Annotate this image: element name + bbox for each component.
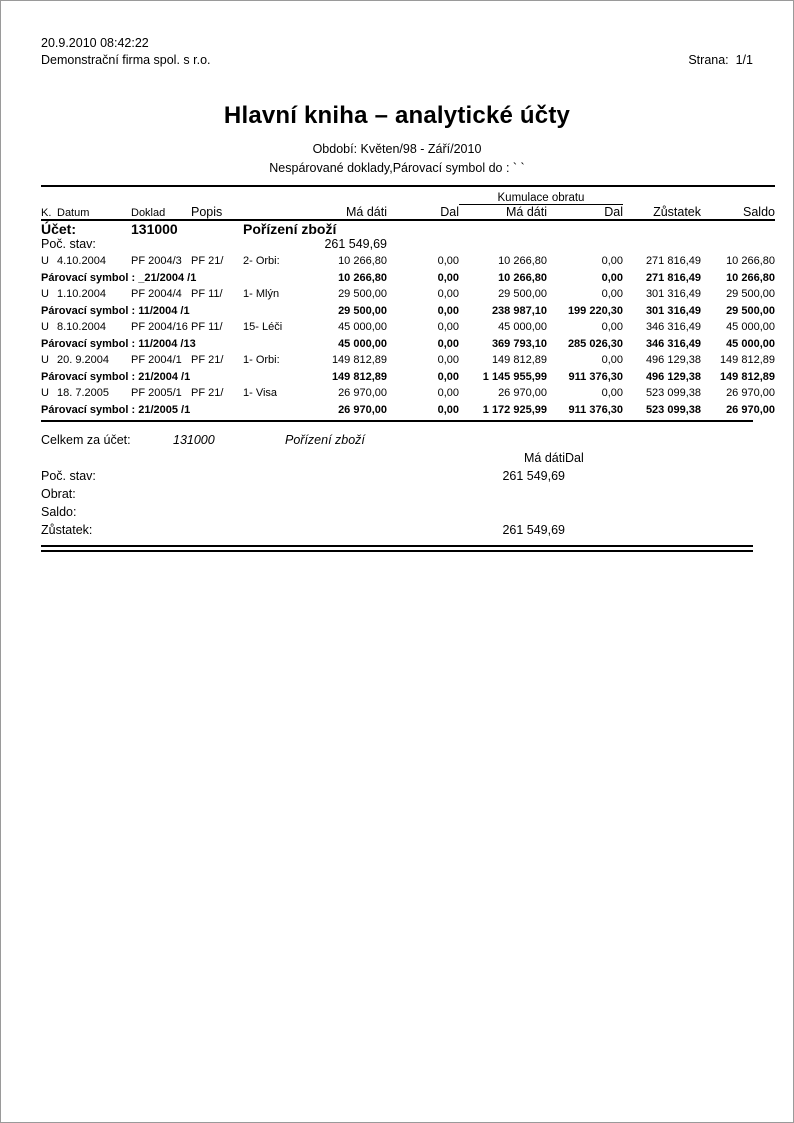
opening-balance-value: 261 549,69	[324, 237, 387, 251]
cell-date: 4.10.2004	[57, 255, 106, 267]
group-header-kumulace: Kumulace obratu	[459, 189, 623, 205]
cell-dal: 0,00	[437, 387, 459, 399]
cell-saldo: 149 812,89	[719, 354, 775, 366]
cell-ma-dati: 45 000,00	[338, 321, 387, 333]
cell-dal: 0,00	[437, 321, 459, 333]
account-number: 131000	[131, 221, 178, 237]
col-header-ma-dati: Má dáti	[305, 205, 387, 221]
summary-row-label: Obrat:	[41, 487, 76, 501]
cell-kum-dal: 0,00	[601, 354, 623, 366]
cell-desc-2: 1- Mlýn	[243, 288, 280, 300]
summary-row	[41, 483, 753, 501]
cell-zustatek: 496 129,38	[645, 354, 701, 366]
table-row	[41, 350, 775, 366]
col-header-saldo: Saldo	[701, 205, 775, 221]
cell-dal: 0,00	[437, 354, 459, 366]
summary-row	[41, 519, 753, 537]
account-label: Účet:	[41, 221, 77, 237]
col-header-k: K.	[41, 205, 57, 221]
column-header-row	[41, 205, 775, 221]
cell-dal: 0,00	[437, 305, 459, 317]
summary-block	[41, 420, 753, 552]
cell-date: 8.10.2004	[57, 321, 106, 333]
cell-dal: 0,00	[437, 288, 459, 300]
cell-kum-dal: 0,00	[601, 288, 623, 300]
ledger-table	[41, 185, 775, 416]
cell-date: 18. 7.2005	[57, 387, 109, 399]
pairing-symbol-label: Párovací symbol : _21/2004 /1	[41, 272, 197, 284]
cell-kum-dal: 285 026,30	[567, 338, 623, 350]
col-header-desc: Popis	[191, 205, 305, 221]
pairing-symbol-row	[41, 399, 775, 416]
cell-date: 1.10.2004	[57, 288, 106, 300]
cell-dal: 0,00	[437, 338, 459, 350]
cell-ma-dati: 149 812,89	[331, 371, 387, 383]
cell-ma-dati: 10 266,80	[338, 255, 387, 267]
summary-account-name: Pořízení zboží	[285, 433, 365, 447]
page-label: Strana:	[688, 53, 729, 67]
cell-k: U	[41, 321, 49, 333]
cell-desc-1: PF 21/	[191, 387, 224, 399]
col-header-doc: Doklad	[131, 205, 191, 221]
cell-dal: 0,00	[437, 371, 459, 383]
pairing-symbol-row	[41, 300, 775, 317]
cell-k: U	[41, 387, 49, 399]
cell-desc-2: 2- Orbi:	[243, 255, 280, 267]
report-period: Období: Květen/98 - Září/2010	[312, 142, 482, 156]
print-datetime: 20.9.2010 08:42:22	[41, 36, 149, 50]
cell-ma-dati: 29 500,00	[338, 288, 387, 300]
summary-row-label: Saldo:	[41, 505, 77, 519]
company-name: Demonstrační firma spol. s r.o.	[41, 53, 211, 67]
cell-kum-ma-dati: 149 812,89	[491, 354, 547, 366]
document-header	[41, 35, 753, 86]
table-row	[41, 284, 775, 300]
pairing-symbol-row	[41, 267, 775, 284]
summary-col-ma-dati: Má dáti	[524, 451, 565, 465]
cell-desc-2: 1- Orbi:	[243, 354, 280, 366]
cell-kum-ma-dati: 1 172 925,99	[482, 404, 547, 416]
summary-row	[41, 465, 753, 483]
cell-doc: PF 2004/16	[131, 321, 188, 333]
cell-dal: 0,00	[437, 255, 459, 267]
summary-col-dal: Dal	[565, 451, 584, 465]
pairing-symbol-row	[41, 366, 775, 383]
summary-top-rule	[41, 420, 753, 422]
cell-saldo: 29 500,00	[726, 288, 775, 300]
cell-zustatek: 271 816,49	[645, 272, 701, 284]
cell-desc-1: PF 11/	[191, 288, 223, 300]
summary-table	[41, 429, 753, 537]
summary-row	[41, 501, 753, 519]
cell-desc-2: 1- Visa	[243, 387, 278, 399]
summary-row-ma-dati	[435, 483, 565, 501]
opening-balance-row	[41, 237, 775, 251]
summary-row-dal	[565, 519, 695, 537]
cell-saldo: 45 000,00	[726, 321, 775, 333]
cell-date: 20. 9.2004	[57, 354, 109, 366]
cell-zustatek: 523 099,38	[645, 404, 701, 416]
cell-k: U	[41, 255, 49, 267]
cell-saldo: 26 970,00	[726, 387, 775, 399]
cell-zustatek: 271 816,49	[645, 255, 701, 267]
summary-total-label: Celkem za účet:	[41, 433, 131, 447]
account-row	[41, 220, 775, 237]
cell-kum-dal: 911 376,30	[568, 404, 623, 416]
cell-kum-dal: 0,00	[601, 255, 623, 267]
group-header-row	[41, 189, 775, 205]
cell-saldo: 149 812,89	[719, 371, 775, 383]
pairing-symbol-label: Párovací symbol : 21/2004 /1	[41, 371, 191, 383]
cell-ma-dati: 29 500,00	[338, 305, 387, 317]
cell-kum-ma-dati: 10 266,80	[498, 272, 547, 284]
summary-title-row	[41, 429, 753, 447]
pairing-symbol-label: Párovací symbol : 21/2005 /1	[41, 404, 191, 416]
cell-ma-dati: 26 970,00	[338, 404, 387, 416]
cell-kum-ma-dati: 1 145 955,99	[482, 371, 547, 383]
page-indicator	[661, 35, 753, 86]
summary-row-dal	[565, 465, 695, 483]
summary-bottom-rule-2	[41, 550, 753, 552]
cell-saldo: 26 970,00	[726, 404, 775, 416]
col-header-kum-dal: Dal	[547, 205, 623, 221]
report-filter: Nespárované doklady,Párovací symbol do : ` `	[269, 161, 525, 175]
cell-kum-dal: 0,00	[601, 387, 623, 399]
col-header-kum-ma-dati: Má dáti	[459, 205, 547, 221]
cell-saldo: 10 266,80	[726, 255, 775, 267]
pairing-symbol-label: Párovací symbol : 11/2004 /1	[41, 305, 190, 317]
cell-doc: PF 2005/1	[131, 387, 182, 399]
header-left-block	[41, 35, 211, 69]
cell-kum-ma-dati: 369 793,10	[491, 338, 547, 350]
cell-zustatek: 346 316,49	[645, 321, 701, 333]
summary-account-number: 131000	[173, 433, 215, 447]
report-sheet	[41, 35, 775, 552]
cell-k: U	[41, 288, 49, 300]
cell-kum-dal: 199 220,30	[567, 305, 623, 317]
report-title: Hlavní kniha – analytické účty	[223, 102, 571, 129]
pairing-symbol-row	[41, 333, 775, 350]
cell-zustatek: 301 316,49	[645, 288, 701, 300]
summary-row-ma-dati: 261 549,69	[502, 469, 565, 483]
summary-row-ma-dati: 261 549,69	[502, 523, 565, 537]
cell-doc: PF 2004/1	[131, 354, 182, 366]
cell-kum-ma-dati: 29 500,00	[498, 288, 547, 300]
cell-ma-dati: 26 970,00	[338, 387, 387, 399]
cell-zustatek: 523 099,38	[645, 387, 701, 399]
cell-doc: PF 2004/4	[131, 288, 182, 300]
table-row	[41, 317, 775, 333]
cell-saldo: 29 500,00	[726, 305, 775, 317]
cell-zustatek: 346 316,49	[645, 338, 701, 350]
cell-kum-ma-dati: 10 266,80	[498, 255, 547, 267]
cell-zustatek: 496 129,38	[645, 371, 701, 383]
summary-row-label: Poč. stav:	[41, 469, 96, 483]
cell-dal: 0,00	[437, 272, 459, 284]
cell-desc-2: 15- Léči	[243, 321, 283, 333]
summary-row-label: Zůstatek:	[41, 523, 93, 537]
cell-ma-dati: 45 000,00	[338, 338, 387, 350]
cell-zustatek: 301 316,49	[645, 305, 701, 317]
account-name: Pořízení zboží	[243, 221, 337, 237]
summary-row-dal	[565, 483, 695, 501]
cell-doc: PF 2004/3	[131, 255, 182, 267]
pairing-symbol-label: Párovací symbol : 11/2004 /13	[41, 338, 196, 350]
cell-kum-ma-dati: 238 987,10	[491, 305, 547, 317]
col-header-dal: Dal	[387, 205, 459, 221]
cell-dal: 0,00	[437, 404, 459, 416]
cell-desc-1: PF 21/	[191, 255, 224, 267]
cell-k: U	[41, 354, 49, 366]
cell-kum-ma-dati: 26 970,00	[498, 387, 547, 399]
cell-saldo: 45 000,00	[726, 338, 775, 350]
summary-row-ma-dati	[435, 501, 565, 519]
summary-colheader-row	[41, 447, 753, 465]
cell-ma-dati: 149 812,89	[331, 354, 387, 366]
col-header-date: Datum	[57, 205, 131, 221]
summary-rows	[41, 465, 753, 537]
cell-ma-dati: 10 266,80	[338, 272, 387, 284]
cell-saldo: 10 266,80	[726, 272, 775, 284]
cell-kum-dal: 0,00	[601, 272, 623, 284]
col-header-zustatek: Zůstatek	[623, 205, 701, 221]
page-number: 1/1	[735, 53, 753, 67]
cell-kum-dal: 911 376,30	[568, 371, 623, 383]
cell-kum-dal: 0,00	[601, 321, 623, 333]
cell-desc-1: PF 11/	[191, 321, 223, 333]
cell-kum-ma-dati: 45 000,00	[498, 321, 547, 333]
table-row	[41, 383, 775, 399]
opening-balance-label: Poč. stav:	[41, 237, 96, 251]
table-row	[41, 251, 775, 267]
summary-row-dal	[565, 501, 695, 519]
ledger-rows	[41, 251, 775, 416]
cell-desc-1: PF 21/	[191, 354, 224, 366]
